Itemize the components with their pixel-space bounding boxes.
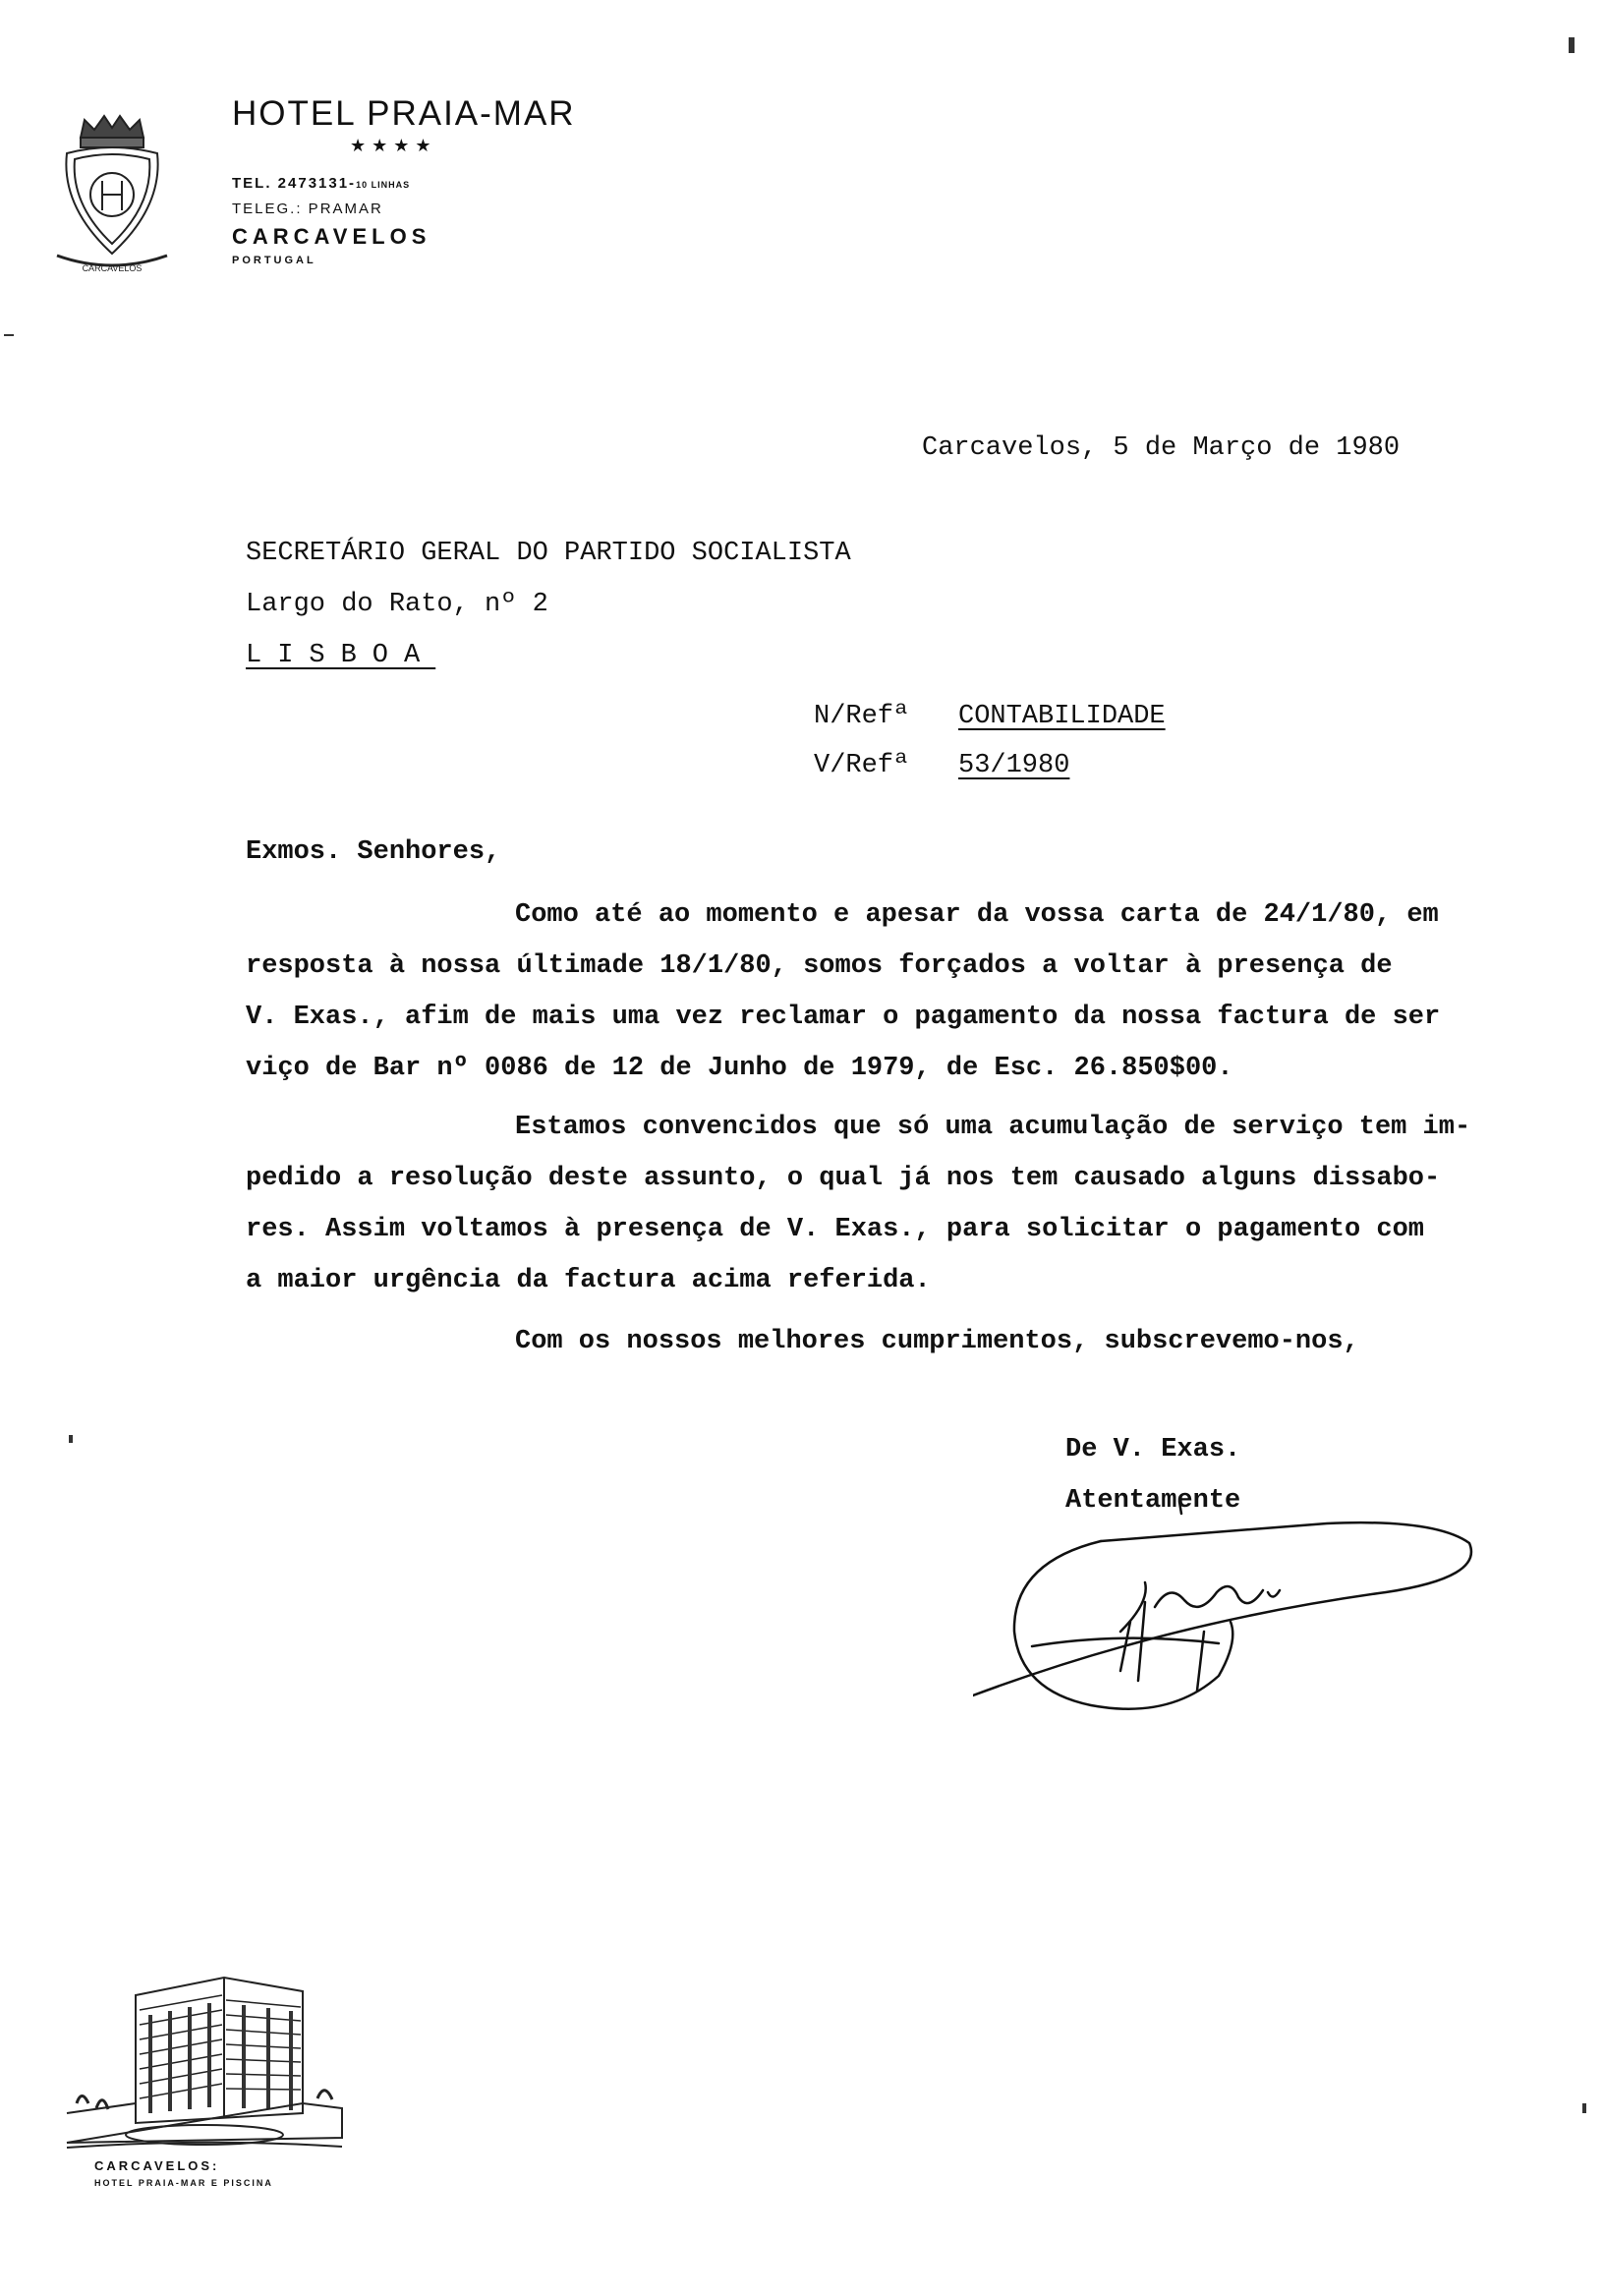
tel-lines: 10 LINHAS [356, 180, 411, 190]
scan-speck [4, 334, 14, 336]
your-ref-value: 53/1980 [958, 751, 1070, 780]
recipient-line-2: Largo do Rato, nº 2 [246, 590, 548, 619]
crest-caption: CARCAVELOS [82, 263, 143, 273]
hotel-stars: ★★★★ [350, 136, 437, 155]
paragraph-2-line-3: res. Assim voltamos à presença de V. Exas., para solicitar o pagamento com [246, 1215, 1424, 1244]
salutation: Exmos. Senhores, [246, 837, 501, 867]
footer-line-1: CARCAVELOS: [94, 2158, 220, 2173]
paragraph-2-line-2: pedido a resolução deste assunto, o qual já nos tem causado alguns dissabo- [246, 1164, 1441, 1193]
sign-off-1: De V. Exas. [1065, 1435, 1241, 1464]
tel-number: TEL. 2473131- [232, 175, 357, 192]
sign-off-2: Atentamente [1065, 1486, 1241, 1516]
recipient-city: LISBOA [246, 641, 436, 670]
closing-line: Com os nossos melhores cumprimentos, subscrevemo-nos, [515, 1327, 1359, 1356]
handwritten-signature [973, 1484, 1504, 1759]
paragraph-1-line-2: resposta à nossa últimade 18/1/80, somos forçados a voltar à presença de [246, 951, 1393, 981]
recipient-line-1: SECRETÁRIO GERAL DO PARTIDO SOCIALISTA [246, 539, 851, 568]
scan-speck [1569, 37, 1575, 53]
paragraph-2-line-1: Estamos convencidos que só uma acumulação de serviço tem im- [515, 1113, 1471, 1142]
your-ref-label: V/Refª [814, 751, 910, 780]
hotel-country: PORTUGAL [232, 255, 316, 266]
date-line: Carcavelos, 5 de Março de 1980 [922, 433, 1401, 463]
scan-speck [69, 1435, 73, 1443]
hotel-city: CARCAVELOS [232, 224, 431, 249]
hotel-crest-logo [53, 108, 171, 275]
hotel-name: HOTEL PRAIA-MAR [232, 94, 576, 133]
paragraph-2-line-4: a maior urgência da factura acima referida. [246, 1266, 931, 1295]
our-ref-label: N/Refª [814, 702, 910, 731]
paragraph-1-line-4: viço de Bar nº 0086 de 12 de Junho de 1979, de Esc. 26.850$00. [246, 1054, 1233, 1083]
paragraph-1-line-1: Como até ao momento e apesar da vossa carta de 24/1/80, em [515, 900, 1439, 930]
footer-line-2: HOTEL PRAIA-MAR E PISCINA [94, 2178, 273, 2188]
hotel-building-illustration [57, 1956, 352, 2152]
hotel-telegram: TELEG.: PRAMAR [232, 201, 383, 217]
hotel-telephone [232, 175, 410, 192]
paragraph-1-line-3: V. Exas., afim de mais uma vez reclamar o pagamento da nossa factura de ser [246, 1003, 1441, 1032]
our-ref-value: CONTABILIDADE [958, 702, 1166, 731]
scan-speck [1582, 2103, 1586, 2113]
